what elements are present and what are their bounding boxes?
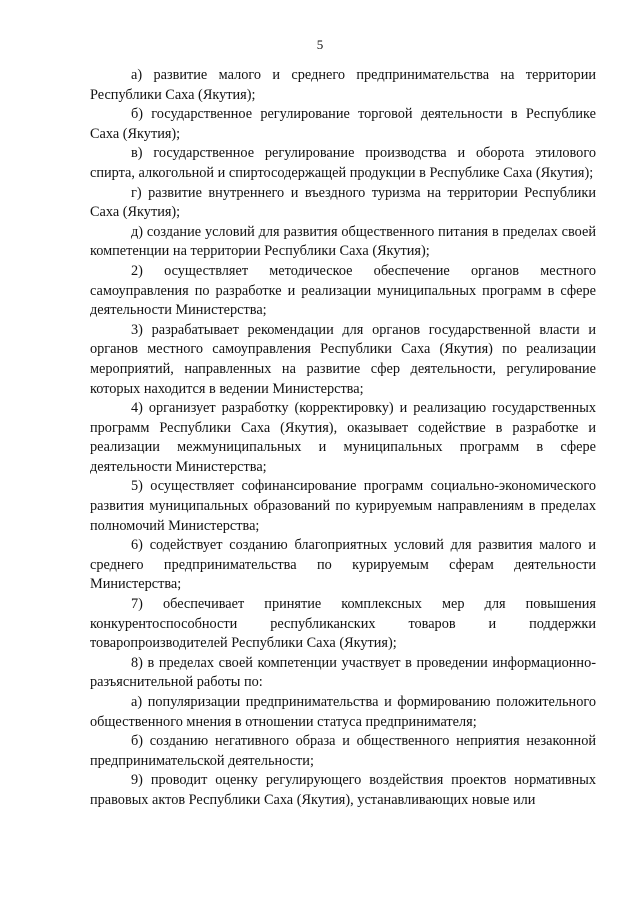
paragraph-2: 2) осуществляет методическое обеспечение органов местного самоуправления по разработке и реализации муниципальных программ в сфере деятельности Министерства; bbox=[90, 262, 596, 319]
document-body bbox=[90, 66, 596, 811]
paragraph-8a: а) популяризации предпринимательства и формированию положительного общественного мнения в отношении статуса предпринимателя; bbox=[90, 694, 596, 730]
paragraph-1b: б) государственное регулирование торговой деятельности в Республике Саха (Якутия); bbox=[90, 106, 596, 142]
paragraph-1d: г) развитие внутреннего и въездного туризма на территории Республики Саха (Якутия); bbox=[90, 184, 596, 221]
paragraph-9: 9) проводит оценку регулирующего воздействия проектов нормативных правовых актов Республики Саха (Якутия), устанавливающих новые или bbox=[90, 772, 596, 808]
paragraph-1a: а) развитие малого и среднего предпринимательства на территории Республики Саха (Якутия); bbox=[90, 67, 596, 103]
paragraph-5: 5) осуществляет софинансирование программ социально-экономического развития муниципальных образований по курируемым направлениям в пределах полномочий Министерства; bbox=[90, 478, 596, 534]
paragraph-6: 6) содействует созданию благоприятных условий для развития малого и среднего предпринимательства по курируемым сферам деятельности Министерства; bbox=[90, 537, 596, 593]
paragraph-8b: б) созданию негативного образа и общественного неприятия незаконной предпринимательской деятельности; bbox=[90, 733, 596, 769]
paragraph-3: 3) разрабатывает рекомендации для органов государственной власти и органов местного самоуправления Республики Саха (Якутия) по реализации мероприятий, направленных на развитие сфер деятельности, регулирование которых находится в ведении Министерства; bbox=[90, 321, 596, 397]
paragraph-8: 8) в пределах своей компетенции участвует в проведении информационно-разъяснительной работы по: bbox=[90, 654, 596, 691]
paragraph-7: 7) обеспечивает принятие комплексных мер для повышения конкурентоспособности республиканских товаров и поддержки товаропроизводителей Республики Саха (Якутия); bbox=[90, 596, 596, 652]
paragraph-4: 4) организует разработку (корректировку) и реализацию государственных программ Республики Саха (Якутия), оказывает содействие в разработке и реализации межмуниципальных и муниципальных программ в сфере деятельности Министерства; bbox=[90, 400, 596, 475]
page-number: 5 bbox=[316, 37, 324, 52]
paragraph-1e: д) создание условий для развития общественного питания в пределах своей компетенции на территории Республики Саха (Якутия); bbox=[90, 223, 596, 260]
paragraph-1c: в) государственное регулирование производства и оборота этилового спирта, алкогольной и спиртосодержащей продукции в Республике Саха (Якутия); bbox=[90, 145, 596, 181]
